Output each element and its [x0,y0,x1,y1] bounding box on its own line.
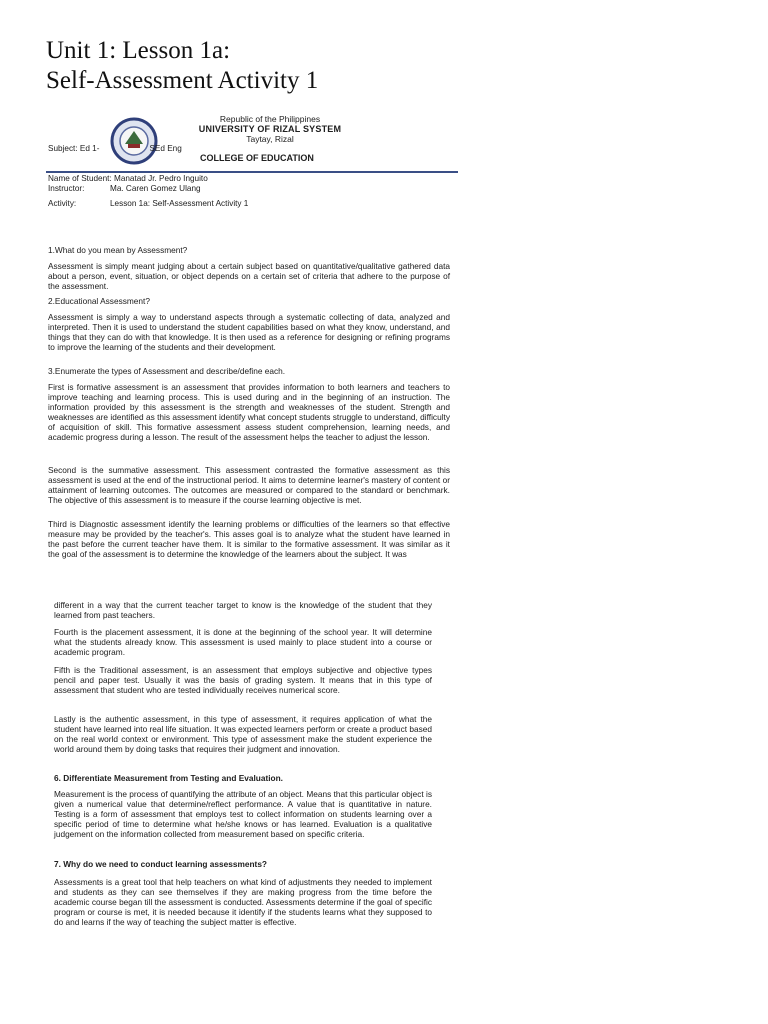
student-name-value: Manatad Jr. Pedro Inguito [114,174,208,183]
subject-label: Subject: Ed 1- [48,144,100,153]
activity-value: Lesson 1a: Self-Assessment Activity 1 [110,199,249,208]
instructor-row [48,184,201,193]
question-6: 6. Differentiate Measurement from Testing and Evaluation. [54,773,283,783]
instructor-value: Ma. Caren Gomez Ulang [110,184,201,193]
answer-3-traditional: Fifth is the Traditional assessment, is an assessment that employs subjective and objective types pencil and paper test. Usually it was the basis of grading system. It means that in this type of assessment that student who are tested individually receives numerical score. [54,665,432,695]
instructor-label: Instructor: [48,184,85,193]
question-3: 3.Enumerate the types of Assessment and describe/define each. [48,366,286,376]
answer-3-placement: Fourth is the placement assessment, it is done at the beginning of the school year. It will determine what the students already know. This assessment is used mainly to place student into a course or academic program. [54,627,432,657]
university-location: Taytay, Rizal [246,134,294,144]
student-name-row [48,174,208,183]
answer-3-diagnostic-continued: different in a way that the current teacher target to know is the knowledge of the student that they learned from past teachers. [54,600,432,620]
document-header [150,114,390,144]
question-7: 7. Why do we need to conduct learning assessments? [54,859,268,869]
answer-6: Measurement is the process of quantifying the attribute of an object. Means that this particular object is given a numerical value that determine/reflect performance. A value that is quantitative in nature. Testing is a form of assessment that employs test to collect information on students learning over a specific period of time to determine what he/she knows or has learned. Evaluation is a qualitative judgement on the information collected from measurement based on specific criteria. [54,789,432,839]
answer-3-diagnostic: Third is Diagnostic assessment identify the learning problems or difficulties of the learners so that effective measure may be provided by the teacher's. This asses goal is to analyze what the student have learned in the past before the current teacher have them. It is similar to the formative assessment. It was similar as it the goal of the assessment is to determine the knowledge of the learners about the subject. It was [48,519,450,559]
answer-3-authentic: Lastly is the authentic assessment, in this type of assessment, it requires application of what the student have learned into real life situation. It was expected learners perform or create a product based on the real world context or environment. This type of assessment make the student experience the world around them by doing tasks that requires their judgment and innovation. [54,714,432,754]
answer-2: Assessment is simply a way to understand aspects through a systematic collecting of data, analyzed and interpreted. Then it is used to understand the student capabilities based on what they know, understand, and things that they can do with that knowledge. It is then used as a reference for designing or refining programs to improve the learning of the students and their development. [48,312,450,352]
page-title-line-1: Unit 1: Lesson 1a: [46,37,231,64]
student-name-label: Name of Student: [48,174,112,183]
header-divider [46,171,458,173]
question-2: 2.Educational Assessment? [48,296,150,306]
answer-7: Assessments is a great tool that help teachers on what kind of adjustments they needed to implement and students as they can see themselves if they are making progress from the time before the academic course began till the assessment is conducted. Assessments determine if the goal of specific program or course is met, it is needed because it identify if the students learns what they supposed to do and learns if the way of teaching the subject matter is effective. [54,877,432,927]
answer-3-summative: Second is the summative assessment. This assessment contrasted the formative assessment as this assessment is used at the end of the instructional period. It aims to determine learner's mastery of content or attainment of learning outcomes. The outcomes are measured or compared to the standard or benchmark. The objective of this assessment is to measure if the course learning objective is met. [48,465,450,505]
answer-1: Assessment is simply meant judging about a certain subject based on quantitative/qualitative gathered data about a person, event, situation, or object depends on a certain set of criteria that adhere to the purpose of the assessment. [48,261,450,291]
republic-line: Republic of the Philippines [219,114,321,124]
subject-line [48,144,182,154]
activity-label: Activity: [48,199,77,208]
page-title-line-2: Self-Assessment Activity 1 [46,67,319,94]
subject-suffix: SEd Eng [149,144,182,153]
answer-3-formative: First is formative assessment is an assessment that provides information to both learners and teachers to improve teaching and learning process. This is used during and in the beginning of an instruction. The information provided by this assessment is the strength and weaknesses of the student. Strength and weaknesses are identified as this assessment identify what concept students struggle to understand, difficulty of acquisition of skill. This formative assessment assess student comprehension, learning needs, and academic progress during a lesson. The result of the assessment helps the teacher to adjust the lesson. [48,382,450,442]
college-name: COLLEGE OF EDUCATION [200,153,314,163]
activity-row [48,199,248,208]
question-1: 1.What do you mean by Assessment? [48,245,188,255]
university-name: UNIVERSITY OF RIZAL SYSTEM [198,124,342,134]
